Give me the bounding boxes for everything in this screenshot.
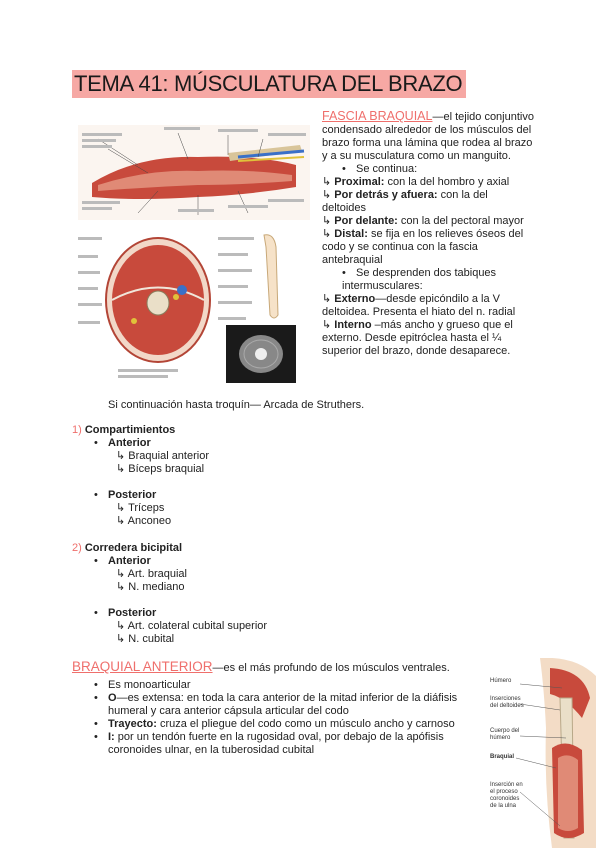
item3-text: cruza el pliegue del codo como un músculo ancho y carnoso [156, 718, 455, 730]
list-item: ↳ N. cubital [116, 633, 175, 645]
list-item: ↳ N. mediano [116, 581, 185, 593]
list-item [72, 692, 482, 718]
delante-label: Por delante: [334, 215, 398, 227]
arm-label-braquial: Braquial [490, 754, 515, 760]
compartimientos-section [72, 424, 209, 528]
list-item [72, 679, 482, 692]
page-title: TEMA 41: MÚSCULATURA DEL BRAZO [72, 70, 466, 98]
proximal-text: con la del hombro y axial [384, 176, 510, 188]
interno-text: –más ancho y grueso que el externo. Desde epitróclea hasta el ¼ superior del brazo, donde desaparece. [322, 319, 513, 357]
corredera-posterior: Posterior [108, 607, 157, 619]
braquial-figure [486, 658, 598, 848]
fascia-heading: FASCIA BRAQUIAL [322, 109, 433, 123]
braquial-intro: —es el más profundo de los músculos ventrales. [212, 662, 450, 674]
compartimientos-anterior: Anterior [108, 437, 151, 449]
item2-label: O [108, 692, 117, 704]
list-item [72, 718, 482, 731]
corredera-title: Corredera bicipital [84, 542, 183, 554]
list-item: ↳ Anconeo [116, 515, 172, 527]
corredera-anterior: Anterior [108, 555, 151, 567]
fascia-braquial-section: FASCIA BRAQUIAL—el tejido conjuntivo condensado alrededor de los músculos del brazo forma una lámina que rodea al brazo y a su musculatura como un manguito. • Se continua: ↳ Proximal: con la del hombro y axial ↳ Por detrás y afuera: con la del deltoides ↳ Por delante: con la del pectoral mayor ↳ Distal: se fija en los relieves óseos del codo y se continua con la fascia antebraquial • Se desprenden dos tabiques intermusculares: ↳ Externo—desde epicóndilo a la V deltoidea. Presenta el hiato del n. radial ↳ Interno –más ancho y grueso que el externo. Desde epitróclea hasta el ¼ superior del brazo, donde desaparece. [322, 110, 534, 358]
item1-text: Es monoarticular [108, 679, 191, 691]
continua-bullet [322, 163, 534, 176]
continuation-line: Si continuación hasta troquín— Arcada de Struthers. [108, 399, 365, 411]
delante-text: con la del pectoral mayor [397, 215, 524, 227]
list-item: ↳ Braquial anterior [116, 450, 209, 462]
arm-label-insercion: Inserción en el proceso coronoides de la ulna [490, 782, 523, 809]
compartimientos-title: Compartimientos [84, 424, 176, 436]
list-item: ↳ Art. braquial [116, 568, 187, 580]
fascia-intro: —el tejido conjuntivo condensado alrededor de los músculos del brazo forma una lámina que rodea al brazo y a su musculatura como un manguito. [322, 111, 534, 162]
arm-label-humero: Húmero [490, 678, 512, 684]
item4-text: por un tendón fuerte en la rugosidad oval, por debajo de la apófisis coronoides ulnar, en la tuberosidad cubital [108, 731, 444, 756]
item2-text: —es extensa: en toda la cara anterior de la mitad inferior de la diáfisis humeral y cara anterior cápsula articular del codo [108, 692, 458, 717]
compartimientos-num: 1) [72, 424, 82, 436]
proximal-label: Proximal: [334, 176, 385, 188]
tabiques-bullet [322, 267, 534, 293]
compartimientos-posterior: Posterior [108, 489, 157, 501]
tabiques-text: Se desprenden dos tabiques intermusculares: [342, 267, 497, 292]
list-item [72, 731, 482, 757]
interno-label: Interno [334, 319, 372, 331]
corredera-num: 2) [72, 542, 82, 554]
list-item: ↳ Art. colateral cubital superior [116, 620, 268, 632]
braquial-heading: BRAQUIAL ANTERIOR [72, 659, 213, 674]
detras-text: con la del deltoides [322, 189, 488, 214]
detras-label: Por detrás y afuera: [334, 189, 438, 201]
corredera-section [72, 542, 267, 646]
arm-label-cuerpo: Cuerpo del húmero [490, 728, 520, 741]
distal-label: Distal: [334, 228, 368, 240]
externo-label: Externo [334, 293, 376, 305]
externo-text: —desde epicóndilo a la V deltoidea. Presenta el hiato del n. radial [322, 293, 516, 318]
list-item: ↳ Tríceps [116, 502, 165, 514]
item4-label: I: [108, 731, 115, 743]
continua-text: Se continua: [356, 163, 418, 175]
list-item: ↳ Bíceps braquial [116, 463, 205, 475]
braquial-anterior-section [72, 660, 482, 757]
item3-label: Trayecto: [108, 718, 157, 730]
arm-anatomy-figure [78, 125, 310, 387]
arm-label-deltoides: Inserciones del deltoides [490, 696, 524, 709]
distal-text: se fija en los relieves óseos del codo y se continua con la fascia antebraquial [322, 228, 524, 266]
